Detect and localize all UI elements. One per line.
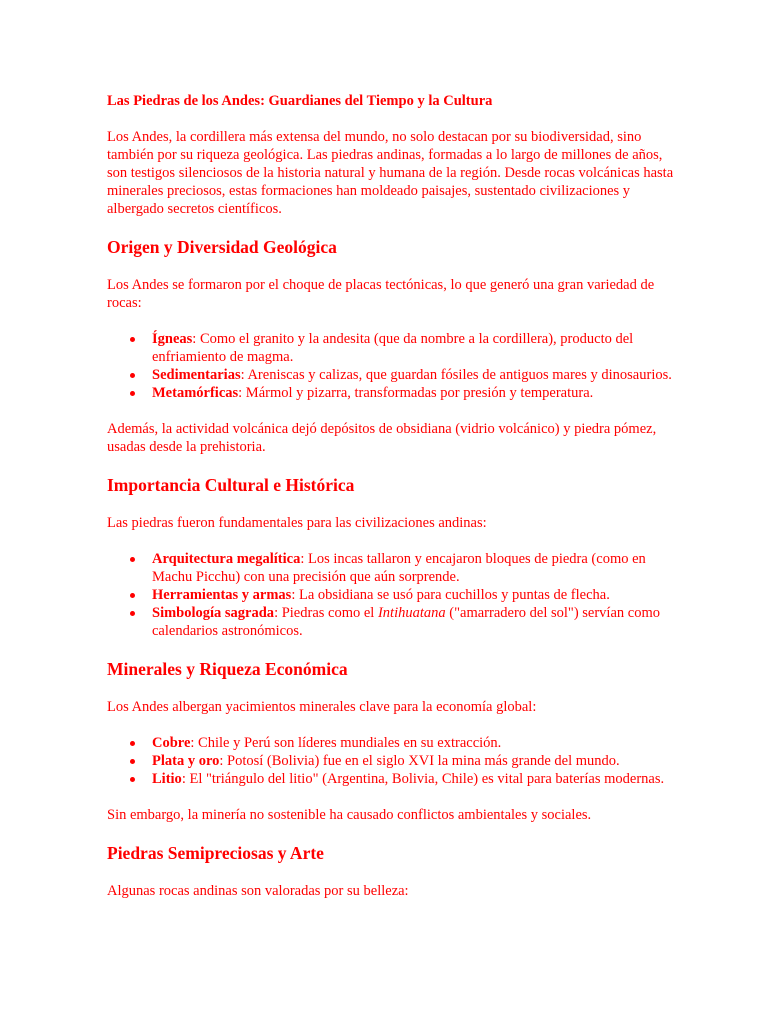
list-item [152, 604, 682, 640]
list-item-text: : Los incas tallaron y encajaron bloques de piedra (como en Machu Picchu) con una precisión que aún sorprende. [152, 551, 646, 585]
list-item [152, 586, 682, 604]
bullet-list [107, 550, 682, 640]
list-item [152, 734, 682, 752]
document-title: Las Piedras de los Andes: Guardianes del Tiempo y la Cultura [107, 93, 493, 109]
list-item-text: : La obsidiana se usó para cuchillos y puntas de flecha. [291, 587, 610, 603]
document-body [107, 92, 682, 918]
list-item-text: ("amarradero del sol") servían como calendarios astronómicos. [152, 605, 660, 639]
list-item [152, 366, 682, 384]
list-item [152, 384, 682, 402]
section-paragraph: Además, la actividad volcánica dejó depósitos de obsidiana (vidrio volcánico) y piedra pómez, usadas desde la prehistoria. [107, 421, 657, 455]
list-item-term: Simbología sagrada [152, 605, 275, 621]
list-item [152, 330, 682, 366]
list-item-text: : Piedras como el [274, 605, 378, 621]
list-item-term: Sedimentarias [152, 367, 241, 383]
list-item-text: : Mármol y pizarra, transformadas por presión y temperatura. [238, 385, 594, 401]
section-heading: Minerales y Riqueza Económica [107, 659, 348, 679]
list-item-text: : Potosí (Bolivia) fue en el siglo XVI la mina más grande del mundo. [219, 753, 620, 769]
list-item-italic: Intihuatana [377, 605, 446, 621]
list-item-text: : Chile y Perú son líderes mundiales en su extracción. [190, 735, 502, 751]
list-item-term: Herramientas y armas [152, 587, 292, 603]
list-item-term: Ígneas [152, 331, 193, 347]
section-lead: Los Andes se formaron por el choque de placas tectónicas, lo que generó una gran variedad de rocas: [107, 277, 655, 311]
list-item-text: : Areniscas y calizas, que guardan fósiles de antiguos mares y dinosaurios. [240, 367, 672, 383]
bullet-list [107, 330, 682, 402]
intro-paragraph: Los Andes, la cordillera más extensa del mundo, no solo destacan por su biodiversidad, sino también por su riqueza geológica. Las piedras andinas, formadas a lo largo de millones de años, son testigos silenciosos de la historia natural y humana de la región. Desde rocas volcánicas hasta minerales preciosos, estas formaciones han moldeado paisajes, sustentado civilizaciones y albergado secretos científicos. [107, 129, 674, 217]
section-heading: Origen y Diversidad Geológica [107, 237, 337, 257]
list-item [152, 752, 682, 770]
section-heading: Piedras Semipreciosas y Arte [107, 843, 324, 863]
section-lead: Algunas rocas andinas son valoradas por su belleza: [107, 883, 409, 899]
list-item [152, 550, 682, 586]
list-item-term: Arquitectura megalítica [152, 551, 301, 567]
list-item-term: Plata y oro [152, 753, 220, 769]
list-item-term: Metamórficas [152, 385, 239, 401]
list-item-text: : El "triángulo del litio" (Argentina, Bolivia, Chile) es vital para baterías modernas. [181, 771, 665, 787]
list-item [152, 770, 682, 788]
section-lead: Las piedras fueron fundamentales para las civilizaciones andinas: [107, 515, 487, 531]
section-lead: Los Andes albergan yacimientos minerales clave para la economía global: [107, 699, 537, 715]
list-item-term: Cobre [152, 735, 191, 751]
bullet-list [107, 734, 682, 788]
list-item-term: Litio [152, 771, 182, 787]
list-item-text: : Como el granito y la andesita (que da nombre a la cordillera), producto del enfriamiento de magma. [152, 331, 634, 365]
section-paragraph: Sin embargo, la minería no sostenible ha causado conflictos ambientales y sociales. [107, 807, 592, 823]
section-heading: Importancia Cultural e Histórica [107, 475, 355, 495]
